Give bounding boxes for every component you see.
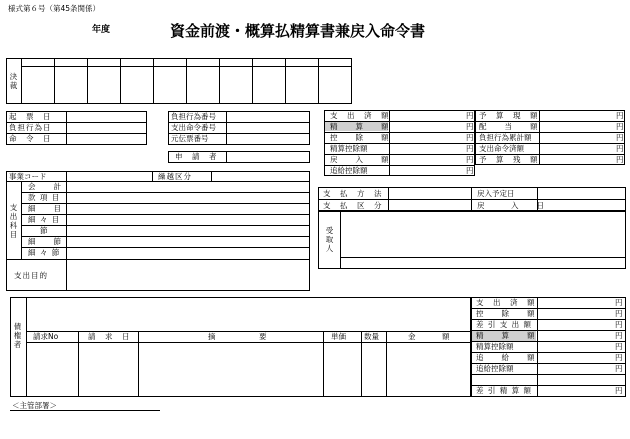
fiscal-year-label: 年度 [92, 25, 111, 35]
yen-unit: 円 [615, 364, 623, 373]
expense-row-1: 款 項 目 [28, 193, 61, 202]
commit-no-label: 負担行為番号 [171, 112, 216, 121]
budget-label-1: 配 当 額 [479, 122, 539, 131]
yen-unit: 円 [616, 144, 624, 153]
total-label-6: 追給控除額 [476, 364, 514, 373]
budget-label-2: 負担行為累計額 [479, 133, 532, 142]
expense-row-2: 細 目 [28, 204, 62, 213]
summary-label-5: 追給控除額 [330, 166, 368, 175]
return-label: 戻 入 日 [477, 201, 545, 210]
payment-category-label: 支 払 区 分 [323, 201, 383, 210]
yen-unit: 円 [615, 342, 623, 351]
expense-row-5: 細 節 [28, 237, 62, 246]
order-date-label: 命 令 日 [9, 134, 52, 143]
total-label-5: 追 給 額 [476, 353, 536, 362]
yen-unit: 円 [615, 331, 623, 340]
yen-unit: 円 [616, 111, 624, 120]
yen-unit: 円 [616, 122, 624, 131]
yen-unit: 円 [466, 133, 474, 142]
payment-method-label: 支 払 方 法 [323, 189, 383, 198]
applicant-label: 申 請 者 [175, 152, 218, 161]
summary-label-2: 控 除 額 [330, 133, 390, 142]
total-label-4: 精算控除額 [476, 342, 514, 351]
yen-unit: 円 [615, 309, 623, 318]
yen-unit: 円 [466, 155, 474, 164]
yen-unit: 円 [616, 133, 624, 142]
yen-unit: 円 [616, 155, 624, 164]
return-date-label: 戻入予定日 [477, 189, 515, 198]
pay-no-label: 支出命令番号 [171, 123, 216, 132]
yen-unit: 円 [466, 111, 474, 120]
total-label-1: 控 除 額 [476, 309, 536, 318]
creditor-label: 債権者 [13, 322, 22, 349]
expense-row-4: 節 [40, 226, 49, 235]
expense-title: 支出科目 [9, 203, 18, 239]
carry-label: 繰越区分 [158, 172, 192, 181]
budget-label-4: 予 算 残 額 [479, 155, 539, 164]
yen-unit: 円 [466, 166, 474, 175]
approval-label: 決裁 [9, 72, 18, 90]
expense-row-3: 細 々 目 [28, 215, 61, 224]
yen-unit: 円 [615, 353, 623, 362]
project-code-label: 事業コード [9, 172, 47, 181]
summary-label-4: 戻 入 額 [330, 155, 390, 164]
total-label-3: 精 算 額 [476, 331, 536, 340]
budget-label-3: 支出命令済額 [479, 144, 524, 153]
yen-unit: 円 [615, 386, 623, 395]
detail-header-5: 金 額 [408, 332, 451, 341]
yen-unit: 円 [615, 298, 623, 307]
total-label-2: 差 引 支 出 額 [476, 320, 533, 329]
expense-row-6: 細 々 節 [28, 248, 61, 257]
detail-header-3: 単価 [331, 332, 346, 341]
budget-label-0: 予 算 現 額 [479, 111, 539, 120]
recipient-label: 受取人 [325, 226, 334, 253]
yen-unit: 円 [466, 144, 474, 153]
voucher-no-label: 元伝票番号 [171, 134, 209, 143]
yen-unit: 円 [466, 122, 474, 131]
yen-unit: 円 [615, 320, 623, 329]
page-title: 資金前渡・概算払精算書兼戻入命令書 [170, 22, 426, 40]
detail-header-2: 摘 要 [208, 332, 268, 341]
detail-header-1: 請 求 日 [88, 332, 131, 341]
summary-label-3: 精算控除額 [330, 144, 368, 153]
summary-label-0: 支 出 済 額 [330, 111, 390, 120]
total-label-0: 支 出 済 額 [476, 298, 536, 307]
summary-label-1: 精 算 額 [330, 122, 390, 131]
department-label: ＜主管部署＞ [12, 401, 57, 410]
department-underline [10, 410, 160, 411]
form-id: 様式第６号（第45条関係） [8, 4, 101, 13]
draft-date-label: 起 票 日 [9, 112, 52, 121]
detail-header-0: 請求No [33, 332, 59, 341]
total-label-7: 差 引 精 算 額 [476, 386, 533, 395]
expense-row-0: 会 計 [28, 182, 62, 191]
commit-date-label: 負担行為日 [9, 123, 52, 132]
purpose-label: 支出目的 [14, 271, 48, 280]
detail-header-4: 数量 [364, 332, 379, 341]
